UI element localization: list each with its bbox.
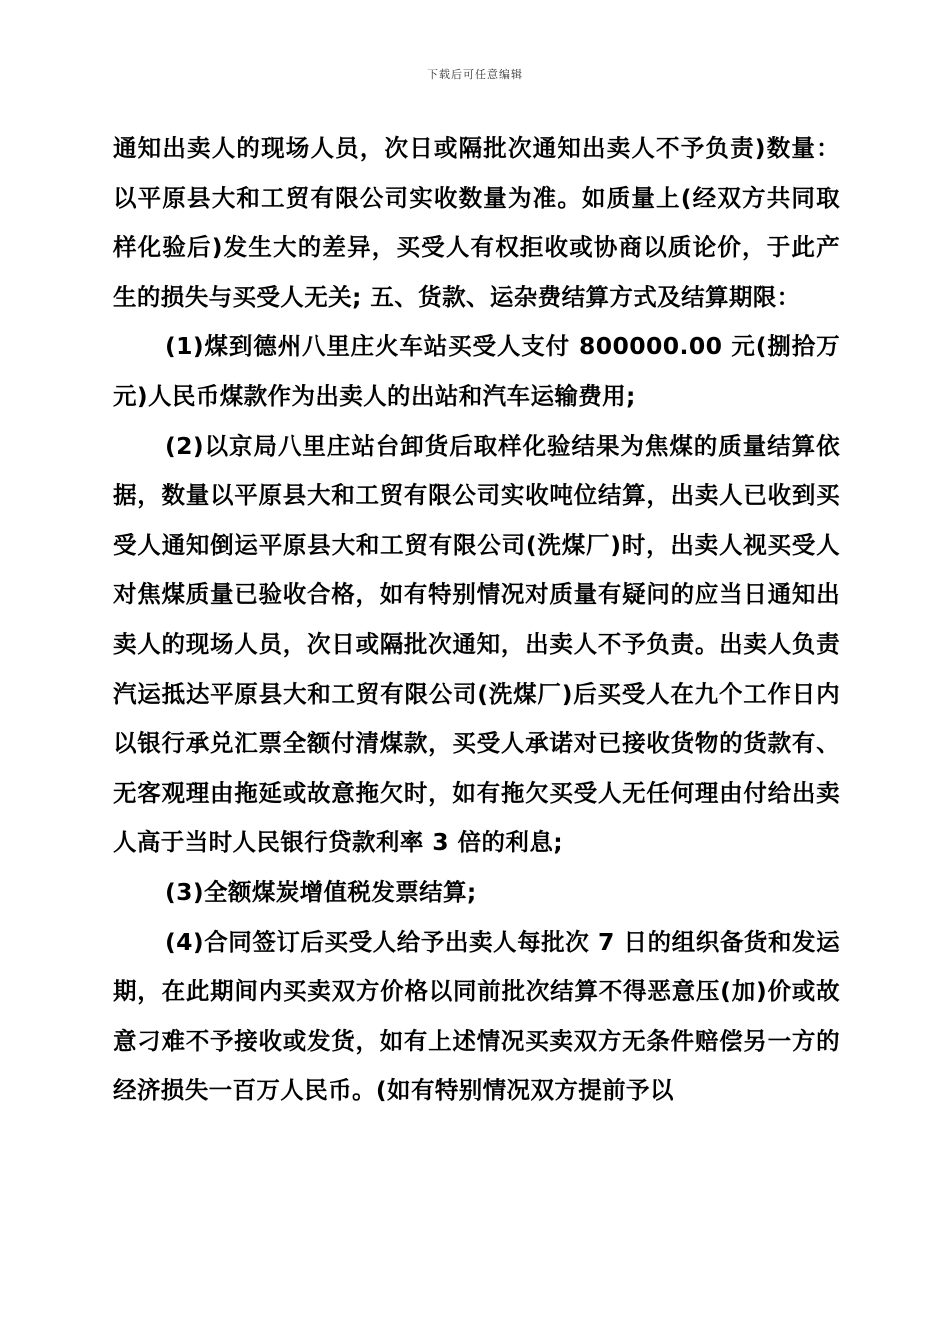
paragraph-item-2: (2)以京局八里庄站台卸货后取样化验结果为焦煤的质量结算依据，数量以平原县大和工贸有限公司实收吨位结算，出卖人已收到买受人通知倒运平原县大和工贸有限公司(洗煤厂)时，出卖人视买受人对焦煤质量已验收合格，如有特别情况对质量有疑问的应当日通知出卖人的现场人员，次日或隔批次通知，出卖人不予负责。出卖人负责汽运抵达平原县大和工贸有限公司(洗煤厂)后买受人在九个工作日内以银行承兑汇票全额付清煤款，买受人承诺对已接收货物的货款有、无客观理由拖延或故意拖欠时，如有拖欠买受人无任何理由付给出卖人高于当时人民银行贷款利率 3 倍的利息;: [113, 431, 840, 857]
paragraph-continuation: 通知出卖人的现场人员，次日或隔批次通知出卖人不予负责)数量：以平原县大和工贸有限公司实收数量为准。如质量上(经双方共同取样化验后)发生大的差异，买受人有权拒收或协商以质论价，于此产生的损失与买受人无关; 五、货款、运杂费结算方式及结算期限：: [113, 134, 840, 311]
document-body: [113, 124, 840, 1116]
paragraph-item-3: (3)全额煤炭增值税发票结算;: [165, 877, 477, 906]
page-header: 下载后可任意编辑: [427, 68, 523, 81]
paragraph-item-1: (1)煤到德州八里庄火车站买受人支付 800000.00 元(捌拾万元)人民币煤款作为出卖人的出站和汽车运输费用;: [113, 332, 840, 410]
paragraph-item-4: (4)合同签订后买受人给予出卖人每批次 7 日的组织备货和发运期，在此期间内买卖双方价格以同前批次结算不得恶意压(加)价或故意刁难不予接收或发货，如有上述情况买卖双方无条件赔偿另一方的经济损失一百万人民币。(如有特别情况双方提前予以: [113, 927, 840, 1105]
